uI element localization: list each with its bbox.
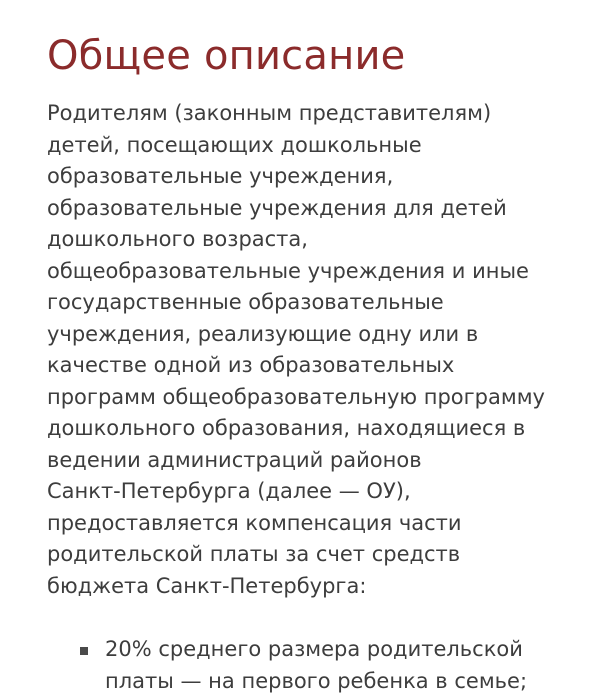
description-line: дошкольного образования, находящиеся в: [47, 416, 526, 440]
list-item-line: 20% среднего размера родительской: [105, 637, 523, 661]
description-line: предоставляется компенсация части: [47, 510, 462, 535]
description-line: Санкт-Петербурга (далее — ОУ),: [47, 479, 411, 503]
description-line: образовательные учреждения,: [47, 164, 394, 188]
description-line: качестве одной из образовательных: [47, 353, 455, 377]
description-line: общеобразовательные учреждения и иные: [47, 258, 529, 283]
description-paragraph: [47, 98, 560, 602]
page-title: Общее описание: [47, 33, 406, 79]
description-line: учреждения, реализующие одну или в: [47, 321, 479, 346]
description-line: дошкольного возраста,: [47, 227, 308, 251]
description-line: родительской платы за счет средств: [47, 542, 461, 566]
square-bullet-icon: [80, 647, 88, 655]
list-item-line: платы — на первого ребенка в семье;: [105, 668, 528, 693]
description-line: детей, посещающих дошкольные: [47, 132, 422, 157]
description-line: ведении администраций районов: [47, 447, 422, 472]
description-line: образовательные учреждения для детей: [47, 195, 507, 220]
description-line: программ общеобразовательную программу: [47, 384, 545, 409]
description-line: государственные образовательные: [47, 290, 444, 314]
description-line: Родителям (законным представителям): [47, 101, 492, 125]
list-item: [47, 634, 560, 693]
description-line: бюджета Санкт-Петербурга:: [47, 573, 367, 598]
compensation-list: [47, 634, 560, 693]
